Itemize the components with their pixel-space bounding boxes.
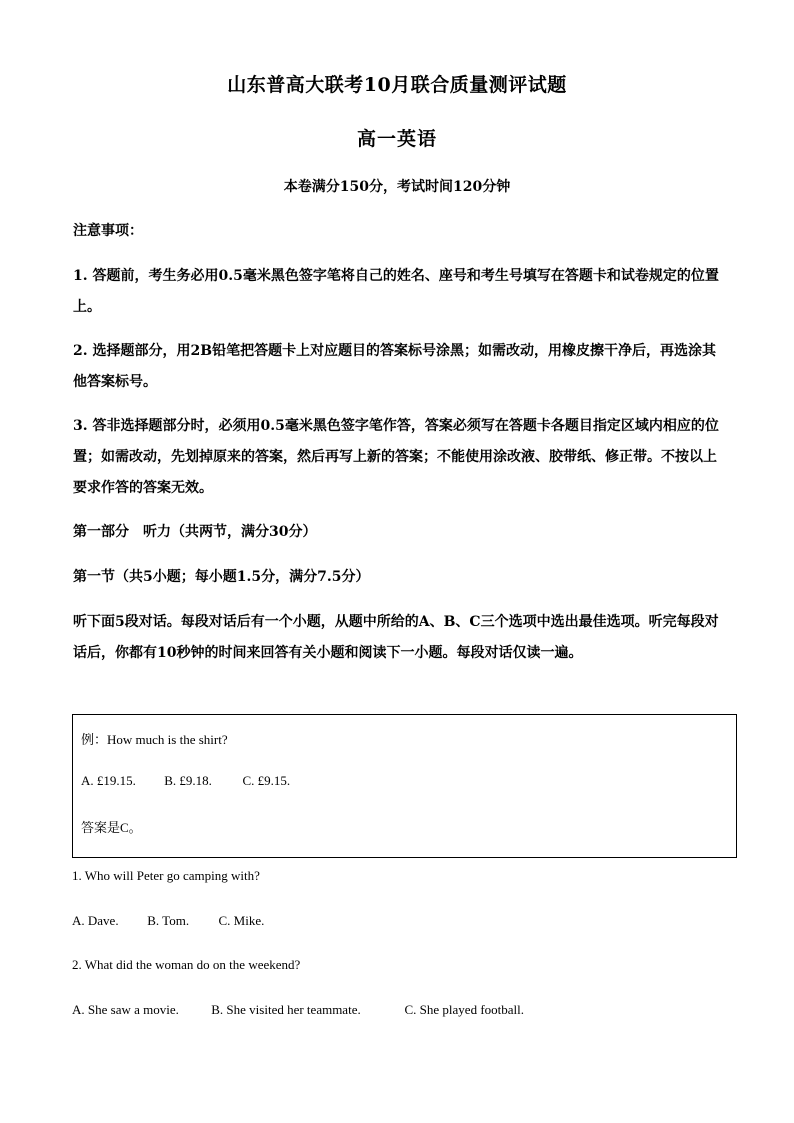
exam-title: 山东普高大联考10月联合质量测评试题 (227, 74, 567, 96)
exam-meta: 本卷满分150分，考试时间120分钟 (283, 179, 511, 195)
notes-heading: 注意事项： (73, 223, 143, 239)
example-answer: 答案是C。 (81, 820, 142, 835)
listening-instructions: 听下面5段对话。每段对话后有一个小题，从题中所给的A、B、C三个选项中选出最佳选项。听完每段对话后，你都有10秒钟的时间来回答有关小题和阅读下一小题。每段对话仅读一遍。 (73, 614, 719, 661)
exam-subtitle: 高一英语 (356, 128, 437, 150)
note-item-1: 1. 答题前，考生务必用0.5毫米黑色签字笔将自己的姓名、座号和考生号填写在答题卡和试卷规定的位置上。 (73, 268, 719, 315)
example-options (81, 773, 290, 789)
q2-option-b: B. She visited her teammate. (211, 1002, 361, 1017)
example-option-b: B. £9.18. (164, 773, 212, 788)
example-option-c: C. £9.15. (242, 773, 291, 788)
q1-option-c: C. Mike. (218, 913, 265, 928)
part1-heading: 第一部分 听力（共两节，满分30分） (73, 524, 317, 540)
section1-heading: 第一节（共5小题；每小题1.5分，满分7.5分） (73, 569, 370, 585)
q2-option-c: C. She played football. (404, 1002, 525, 1017)
note-item-3: 3. 答非选择题部分时，必须用0.5毫米黑色签字笔作答，答案必须写在答题卡各题目指定区域内相应的位置；如需改动，先划掉原来的答案，然后再写上新的答案；不能使用涂改液、胶带纸、修正带。不按以上要求作答的答案无效。 (73, 418, 719, 496)
q2-option-a: A. She saw a movie. (72, 1002, 179, 1017)
question-1-options (72, 913, 264, 929)
question-1: 1. Who will Peter go camping with? (72, 868, 260, 883)
example-box (72, 714, 737, 858)
q1-option-a: A. Dave. (72, 913, 119, 928)
question-2-options (72, 1002, 524, 1018)
q1-option-b: B. Tom. (147, 913, 190, 928)
note-item-2: 2. 选择题部分，用2B铅笔把答题卡上对应题目的答案标号涂黑；如需改动，用橡皮擦干净后，再选涂其他答案标号。 (73, 343, 717, 390)
example-question: 例：How much is the shirt? (81, 732, 228, 747)
question-2: 2. What did the woman do on the weekend? (72, 957, 301, 972)
example-option-a: A. £19.15. (81, 773, 136, 788)
